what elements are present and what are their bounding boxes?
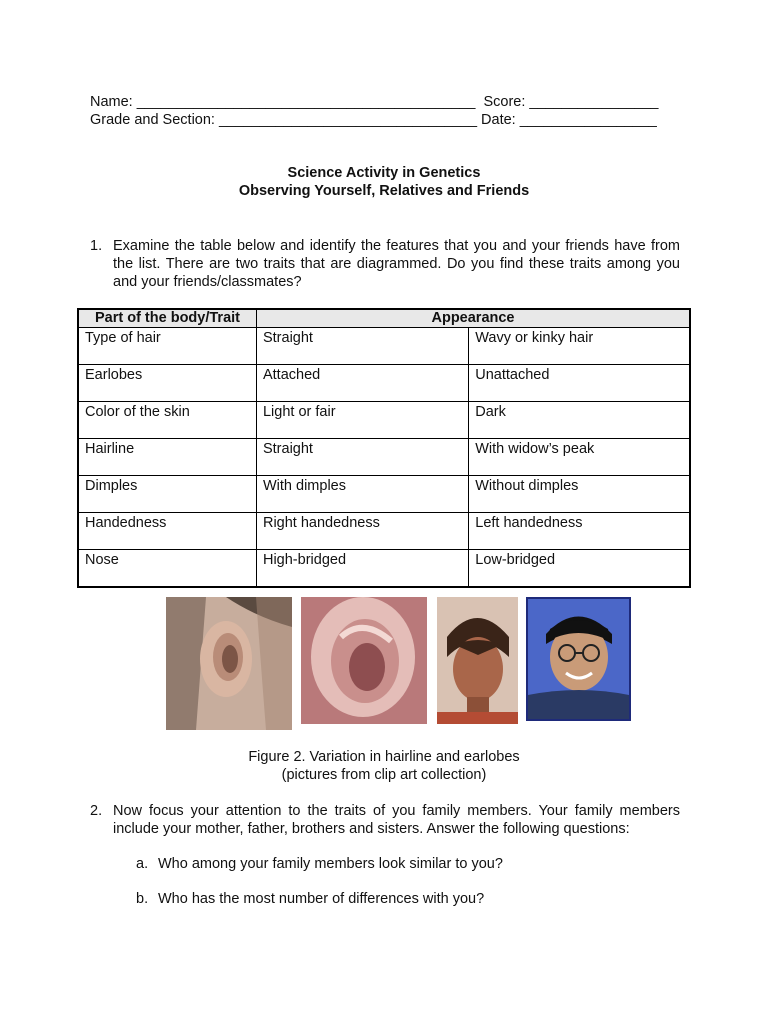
trait-cell: Color of the skin	[78, 402, 256, 439]
sub-question-text: Who has the most number of differences with you?	[158, 891, 485, 907]
hairline-photo-2	[526, 597, 631, 721]
appearance-cell-1: Straight	[256, 328, 468, 365]
question-1	[90, 237, 680, 291]
page-subtitle: Observing Yourself, Relatives and Friends	[238, 183, 530, 199]
trait-cell: Dimples	[78, 476, 256, 513]
table-row	[78, 402, 690, 439]
sub-question-label: b.	[136, 891, 149, 907]
table-row	[78, 365, 690, 402]
question-2-number: 2.	[90, 803, 103, 819]
appearance-cell-2: Wavy or kinky hair	[469, 328, 690, 365]
appearance-cell-2: Without dimples	[469, 476, 690, 513]
column-header-appearance: Appearance	[256, 309, 690, 328]
question-2	[90, 802, 680, 838]
trait-cell: Hairline	[78, 439, 256, 476]
sub-question-label: a.	[136, 856, 149, 872]
table-row	[78, 476, 690, 513]
appearance-cell-1: High-bridged	[256, 550, 468, 588]
question-1-text: Examine the table below and identify the features that you and your friends have from the list. There are two traits that are diagrammed. Do you find these traits among you and your friends/classmates?	[113, 238, 680, 290]
appearance-cell-1: Light or fair	[256, 402, 468, 439]
trait-cell: Earlobes	[78, 365, 256, 402]
name-score-line: Name: __________________________________________ Score: ________________	[90, 94, 659, 110]
table-row	[78, 550, 690, 588]
sub-question-a	[136, 856, 503, 872]
figure-credit: (pictures from clip art collection)	[281, 767, 487, 783]
traits-table	[77, 308, 691, 588]
earlobe-photo-1	[166, 597, 292, 730]
appearance-cell-1: Straight	[256, 439, 468, 476]
question-1-number: 1.	[90, 238, 103, 254]
appearance-cell-1: With dimples	[256, 476, 468, 513]
sub-question-text: Who among your family members look similar to you?	[158, 856, 503, 872]
appearance-cell-2: Low-bridged	[469, 550, 690, 588]
appearance-cell-1: Right handedness	[256, 513, 468, 550]
question-2-text: Now focus your attention to the traits of you family members. Your family members include your mother, father, brothers and sisters. Answer the following questions:	[113, 803, 680, 837]
appearance-cell-2: Unattached	[469, 365, 690, 402]
appearance-cell-2: With widow’s peak	[469, 439, 690, 476]
table-header-row	[78, 309, 690, 328]
trait-cell: Handedness	[78, 513, 256, 550]
appearance-cell-2: Dark	[469, 402, 690, 439]
grade-date-line: Grade and Section: ________________________________ Date: _________________	[90, 112, 657, 128]
trait-cell: Type of hair	[78, 328, 256, 365]
table-row	[78, 513, 690, 550]
trait-cell: Nose	[78, 550, 256, 588]
page-title: Science Activity in Genetics	[287, 165, 481, 181]
sub-question-b	[136, 891, 484, 907]
appearance-cell-2: Left handedness	[469, 513, 690, 550]
earlobe-photo-2	[301, 597, 427, 724]
appearance-cell-1: Attached	[256, 365, 468, 402]
table-row	[78, 328, 690, 365]
figure-caption: Figure 2. Variation in hairline and earlobes	[248, 749, 520, 765]
table-row	[78, 439, 690, 476]
column-header-trait: Part of the body/Trait	[78, 309, 256, 328]
hairline-photo-1	[437, 597, 518, 724]
